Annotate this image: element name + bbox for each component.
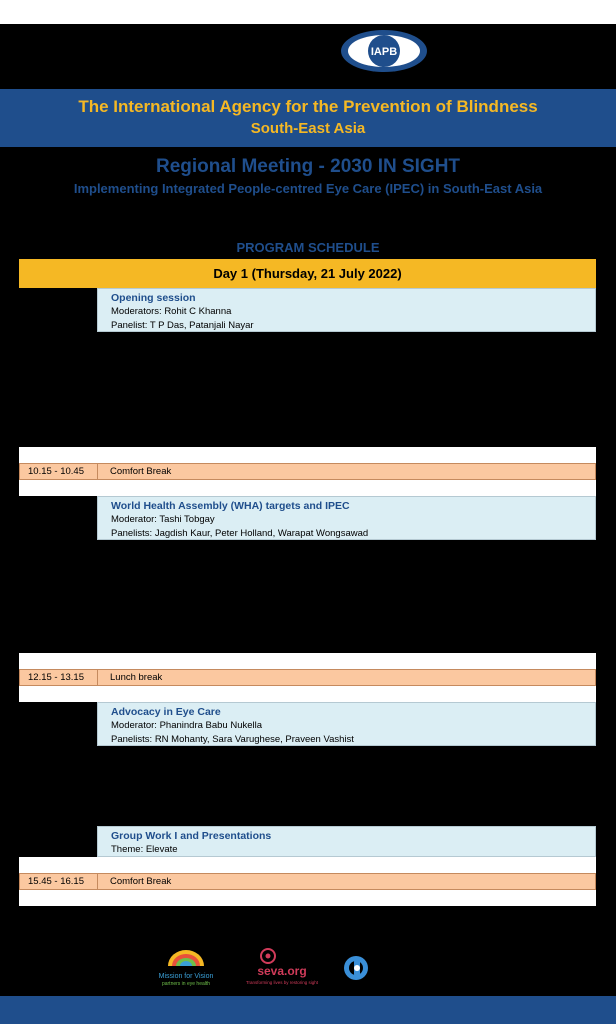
session-title: Opening session [111,292,196,304]
break-label: Lunch break [110,672,163,683]
sponsor-logos [0,946,616,990]
bottom-strip [0,996,616,1024]
session-title: World Health Assembly (WHA) targets and IPEC [111,500,350,512]
iapb-logo [340,29,428,73]
spacer-row [19,480,596,496]
org-name: The International Agency for the Prevention of Blindness [78,97,538,116]
meeting-heading [0,156,616,196]
meeting-title: Regional Meeting - 2030 IN SIGHT [155,156,461,177]
session-panelists: Panelists: Jagdish Kaur, Peter Holland, Warapat Wongsawad [111,528,369,539]
spacer-row [19,653,596,669]
day-header: Day 1 (Thursday, 21 July 2022) [19,259,596,288]
meeting-subtitle: Implementing Integrated People-centred Eye Care (IPEC) in South-East Asia [73,181,543,196]
session-title: Group Work I and Presentations [111,830,272,842]
session-wha [97,496,596,540]
break-row [19,669,596,686]
spacer-row [19,447,596,463]
break-time: 10.15 - 10.45 [20,464,98,479]
session-group-work [97,826,596,857]
session-panelists: Panelist: T P Das, Patanjali Nayar [111,320,254,331]
break-label: Comfort Break [110,876,172,887]
break-time: 15.45 - 16.15 [20,874,98,889]
spacer-row [19,686,596,702]
svg-text:seva.org: seva.org [257,964,307,978]
break-row [19,463,596,480]
session-theme: Theme: Elevate [111,844,178,855]
spacer-row [19,857,596,873]
org-region: South-East Asia [250,120,366,137]
spacer-row [19,890,596,906]
session-opening [97,288,596,332]
program-label: PROGRAM SCHEDULE [236,240,380,255]
top-strip [0,0,616,24]
svg-text:Mission for Vision: Mission for Vision [158,973,214,980]
break-row [19,873,596,890]
eye-care-logo [344,956,368,980]
mission-for-vision-logo [159,950,214,987]
org-banner [0,89,616,147]
session-panelists: Panelists: RN Mohanty, Sara Varughese, Praveen Vashist [111,734,354,745]
session-title: Advocacy in Eye Care [111,706,221,718]
break-time: 12.15 - 13.15 [20,670,98,685]
svg-text:partners in eye health: partners in eye health [161,981,211,987]
seva-logo [246,949,319,985]
session-moderators: Moderators: Rohit C Khanna [111,306,232,317]
session-moderator: Moderator: Tashi Tobgay [111,514,215,525]
session-advocacy [97,702,596,746]
break-label: Comfort Break [110,466,172,477]
logo-text: IAPB [370,46,398,58]
session-moderator: Moderator: Phanindra Babu Nukella [111,720,263,731]
svg-text:Transforming lives by restorin: Transforming lives by restoring sight [245,980,319,985]
